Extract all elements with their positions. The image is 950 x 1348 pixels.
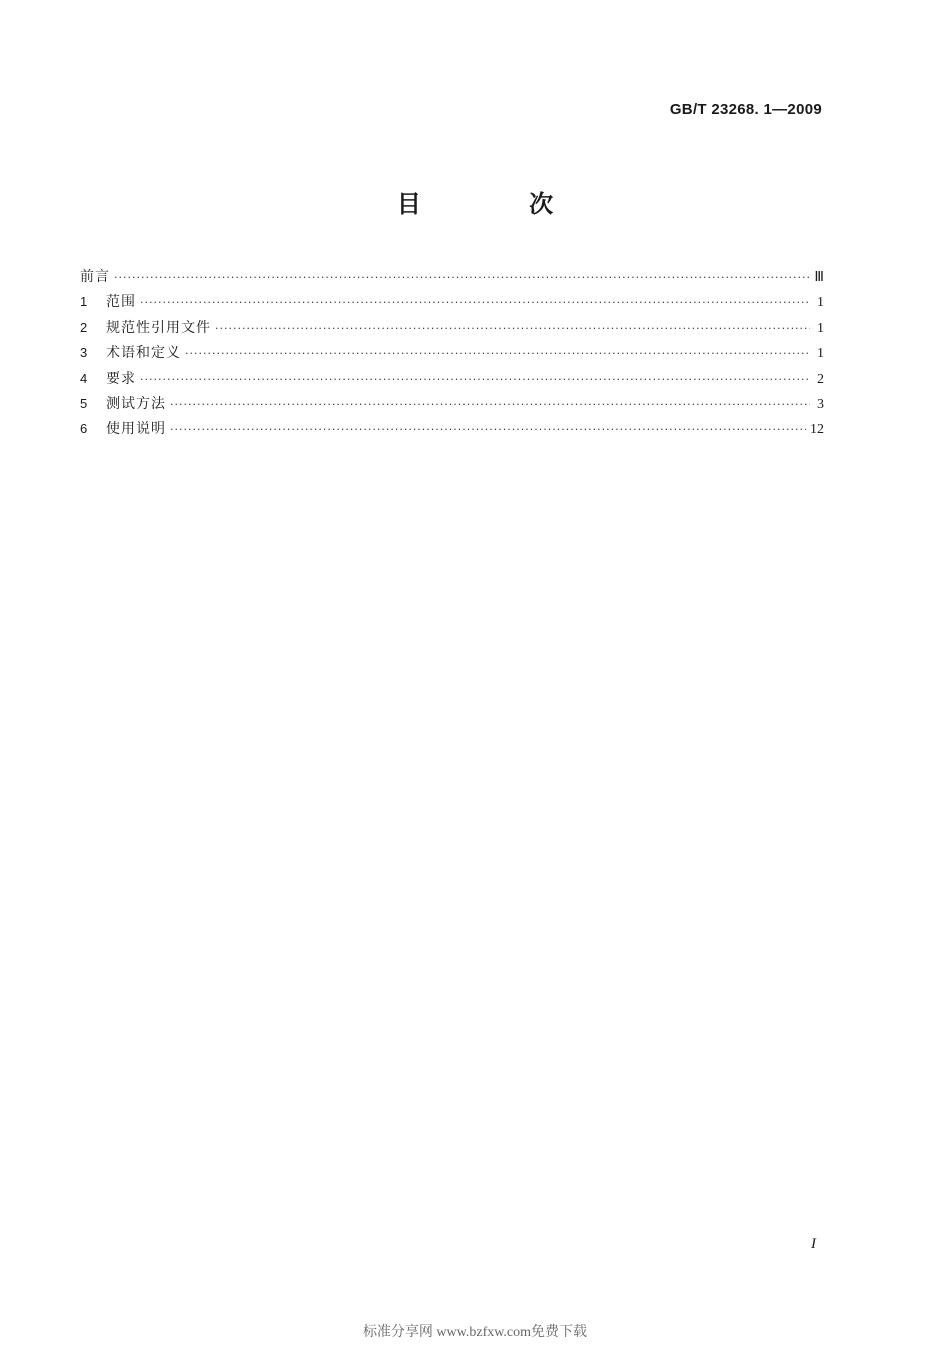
toc-dot-leader	[170, 419, 806, 441]
toc-entry-number: 4	[80, 370, 88, 386]
page-title: 目 次	[396, 190, 604, 218]
toc-entry-page: 12	[810, 422, 824, 438]
toc-entry-scope[interactable]	[80, 291, 824, 316]
toc-entry-label: 测试方法	[106, 395, 166, 412]
toc-entry-foreword[interactable]	[80, 266, 824, 291]
toc-entry-number: 5	[80, 395, 88, 411]
toc-entry-page: 2	[817, 371, 824, 387]
toc-dot-leader	[215, 318, 810, 340]
toc-entry-label: 规范性引用文件	[106, 319, 211, 336]
page-number: I	[811, 1236, 816, 1252]
toc-dot-leader	[140, 292, 810, 314]
toc-entry-number: 6	[80, 421, 88, 437]
toc-entry-number: 2	[80, 319, 88, 335]
toc-entry-page: 1	[817, 346, 824, 362]
toc-entry-label: 前言	[80, 269, 110, 285]
toc-dot-leader	[185, 343, 810, 365]
toc-entry-label: 范围	[106, 294, 136, 311]
toc-entry-page: 1	[817, 295, 824, 311]
toc-dot-leader	[140, 369, 810, 391]
toc-entry-terms-definitions[interactable]	[80, 342, 824, 367]
toc-entry-number: 3	[80, 345, 88, 361]
toc-entry-page: Ⅲ	[814, 270, 824, 285]
toc-dot-leader	[114, 267, 810, 289]
toc-dot-leader	[170, 394, 810, 416]
toc-entry-requirements[interactable]	[80, 368, 824, 393]
toc-entry-page: 3	[817, 396, 824, 412]
toc-entry-instructions[interactable]	[80, 418, 824, 443]
toc-entry-page: 1	[817, 320, 824, 336]
watermark-text: 标准分享网 www.bzfxw.com免费下载	[362, 1325, 588, 1340]
toc-entry-number: 1	[80, 294, 88, 310]
toc-entry-normative-references[interactable]	[80, 317, 824, 342]
standard-number: GB/T 23268. 1—2009	[669, 101, 822, 118]
toc-entry-label: 要求	[106, 370, 136, 387]
toc-entry-label: 术语和定义	[106, 345, 181, 362]
table-of-contents	[80, 266, 824, 444]
toc-entry-label: 使用说明	[106, 421, 166, 438]
toc-entry-test-methods[interactable]	[80, 393, 824, 418]
